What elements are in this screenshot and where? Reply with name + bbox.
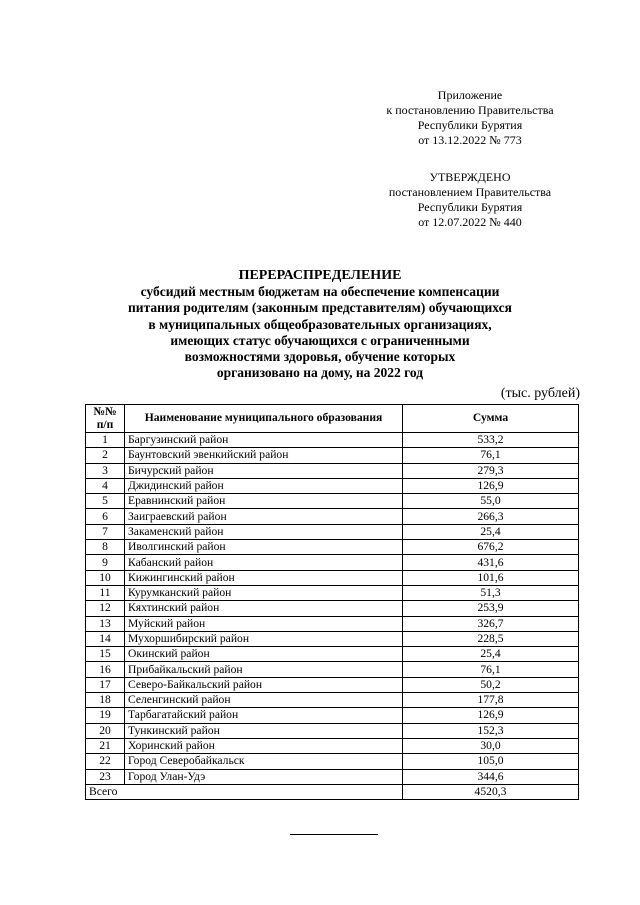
row-num: 6 — [86, 509, 125, 524]
table-row — [86, 601, 579, 616]
row-num: 3 — [86, 463, 125, 478]
table-row — [86, 540, 579, 555]
row-name: Город Северобайкальск — [125, 754, 403, 769]
row-num: 17 — [86, 677, 125, 692]
row-sum: 676,2 — [403, 540, 579, 555]
row-sum: 25,4 — [403, 647, 579, 662]
row-name: Еравнинский район — [125, 494, 403, 509]
row-num: 2 — [86, 448, 125, 463]
row-name: Муйский район — [125, 616, 403, 631]
row-num: 1 — [86, 433, 125, 448]
annex-line: Приложение — [437, 88, 503, 102]
row-sum: 177,8 — [403, 693, 579, 708]
row-name: Город Улан-Удэ — [125, 769, 403, 784]
row-name: Селенгинский район — [125, 693, 403, 708]
row-num: 9 — [86, 555, 125, 570]
row-sum: 25,4 — [403, 524, 579, 539]
row-sum: 50,2 — [403, 677, 579, 692]
annex-line: к постановлению Правительства — [386, 103, 554, 117]
row-num: 7 — [86, 524, 125, 539]
row-sum: 126,9 — [403, 708, 579, 723]
table-row — [86, 448, 579, 463]
table-row — [86, 433, 579, 448]
table-row — [86, 616, 579, 631]
title-line: субсидий местным бюджетам на обеспечение компенсации — [140, 284, 500, 300]
row-name: Закаменский район — [125, 524, 403, 539]
row-sum: 533,2 — [403, 433, 579, 448]
units-label: (тыс. рублей) — [500, 386, 580, 401]
row-sum: 152,3 — [403, 723, 579, 738]
row-name: Курумканский район — [125, 585, 403, 600]
table-row — [86, 677, 579, 692]
row-name: Окинский район — [125, 647, 403, 662]
row-name: Баргузинский район — [125, 433, 403, 448]
row-sum: 228,5 — [403, 631, 579, 646]
annex-line: Республики Бурятия — [417, 118, 523, 132]
row-name: Тункинский район — [125, 723, 403, 738]
row-name: Прибайкальский район — [125, 662, 403, 677]
row-name: Иволгинский район — [125, 540, 403, 555]
row-num: 13 — [86, 616, 125, 631]
row-name: Баунтовский эвенкийский район — [125, 448, 403, 463]
row-sum: 326,7 — [403, 616, 579, 631]
row-sum: 51,3 — [403, 585, 579, 600]
row-name: Тарбагатайский район — [125, 708, 403, 723]
document-title — [60, 268, 580, 381]
total-label: Всего — [86, 784, 403, 799]
approval-line: от 12.07.2022 № 440 — [418, 215, 522, 229]
table-row — [86, 693, 579, 708]
row-sum: 101,6 — [403, 570, 579, 585]
subsidy-table — [85, 404, 579, 800]
approval-line: Республики Бурятия — [417, 200, 523, 214]
row-num: 8 — [86, 540, 125, 555]
row-sum: 76,1 — [403, 662, 579, 677]
table-row — [86, 708, 579, 723]
table-row — [86, 570, 579, 585]
table-row — [86, 662, 579, 677]
row-name: Хоринский район — [125, 738, 403, 753]
row-num: 11 — [86, 585, 125, 600]
row-sum: 253,9 — [403, 601, 579, 616]
annex-spacer — [360, 148, 580, 170]
row-num: 21 — [86, 738, 125, 753]
document-annex-block — [360, 88, 580, 230]
row-sum: 126,9 — [403, 478, 579, 493]
table-row — [86, 754, 579, 769]
row-num: 10 — [86, 570, 125, 585]
row-num: 14 — [86, 631, 125, 646]
title-line: возможностями здоровья, обучение которых — [184, 349, 456, 365]
table-row — [86, 463, 579, 478]
row-name: Кяхтинский район — [125, 601, 403, 616]
row-sum: 344,6 — [403, 769, 579, 784]
row-sum: 105,0 — [403, 754, 579, 769]
table-row — [86, 555, 579, 570]
title-line: имеющих статус обучающихся с ограниченными — [170, 332, 470, 348]
row-num: 5 — [86, 494, 125, 509]
table-row — [86, 738, 579, 753]
approval-line: постановлением Правительства — [388, 185, 552, 199]
table-row — [86, 631, 579, 646]
title-line: в муниципальных общеобразовательных организациях, — [148, 316, 492, 332]
end-divider — [290, 834, 378, 835]
table-row — [86, 769, 579, 784]
row-num: 12 — [86, 601, 125, 616]
table-row — [86, 509, 579, 524]
approval-line: УТВЕРЖДЕНО — [429, 170, 511, 184]
title-line: питания родителям (законным представителям) обучающихся — [128, 300, 512, 316]
table-row — [86, 478, 579, 493]
table-total-row — [86, 784, 579, 799]
row-sum: 431,6 — [403, 555, 579, 570]
annex-line: от 13.12.2022 № 773 — [418, 133, 522, 147]
title-main: ПЕРЕРАСПРЕДЕЛЕНИЕ — [238, 268, 402, 283]
row-num: 18 — [86, 693, 125, 708]
table-header-row — [86, 405, 579, 433]
row-sum: 30,0 — [403, 738, 579, 753]
title-line: организовано на дому, на 2022 год — [216, 365, 424, 381]
row-name: Бичурский район — [125, 463, 403, 478]
table-row — [86, 494, 579, 509]
header-sum: Сумма — [403, 405, 579, 433]
header-name: Наименование муниципального образования — [125, 405, 403, 433]
row-num: 20 — [86, 723, 125, 738]
header-num: №№ п/п — [86, 405, 125, 433]
row-name: Джидинский район — [125, 478, 403, 493]
table-row — [86, 723, 579, 738]
row-num: 22 — [86, 754, 125, 769]
row-num: 16 — [86, 662, 125, 677]
table-row — [86, 647, 579, 662]
row-name: Кабанский район — [125, 555, 403, 570]
row-name: Заиграевский район — [125, 509, 403, 524]
row-num: 4 — [86, 478, 125, 493]
total-sum: 4520,3 — [403, 784, 579, 799]
row-sum: 266,3 — [403, 509, 579, 524]
row-name: Северо-Байкальский район — [125, 677, 403, 692]
row-sum: 55,0 — [403, 494, 579, 509]
row-name: Кижингинский район — [125, 570, 403, 585]
table-row — [86, 524, 579, 539]
row-num: 23 — [86, 769, 125, 784]
row-name: Мухоршибирский район — [125, 631, 403, 646]
row-num: 15 — [86, 647, 125, 662]
table-row — [86, 585, 579, 600]
row-sum: 76,1 — [403, 448, 579, 463]
row-num: 19 — [86, 708, 125, 723]
row-sum: 279,3 — [403, 463, 579, 478]
